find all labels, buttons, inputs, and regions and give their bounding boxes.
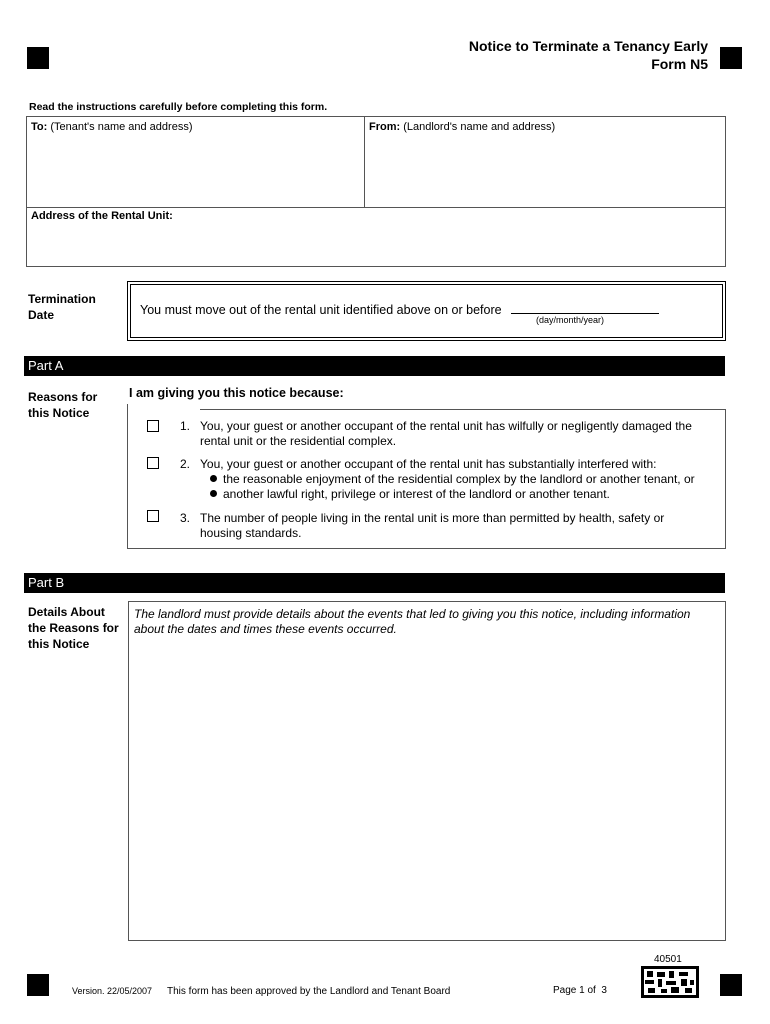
part-b-header: Part B	[24, 573, 725, 593]
reasons-box-bottom	[127, 548, 726, 549]
termination-date-hint: (day/month/year)	[536, 315, 605, 325]
reason-1-number: 1.	[180, 419, 191, 433]
reason-2-sub2: another lawful right, privilege or interest of the landlord or another tenant.	[210, 487, 610, 502]
reason-2	[180, 457, 720, 472]
registration-mark-bottom-right	[720, 974, 742, 996]
reasons-box-right	[725, 409, 726, 549]
from-hint: (Landlord's name and address)	[403, 121, 556, 133]
reason-3-checkbox[interactable]	[147, 510, 159, 522]
termination-date-box	[127, 281, 726, 341]
parties-divider-horizontal	[27, 207, 725, 208]
parties-divider-vertical	[364, 117, 365, 207]
reason-1	[180, 419, 720, 449]
details-instructions: The landlord must provide details about the events that led to giving you this notice, including information about the dates and times these events occurred.	[134, 607, 691, 636]
bullet-icon	[210, 475, 217, 482]
rental-address-field[interactable]	[31, 210, 721, 262]
termination-date-text: You must move out of the rental unit identified above on or before	[140, 303, 502, 317]
page-number	[553, 985, 607, 996]
termination-date-input-line[interactable]	[511, 313, 659, 314]
reasons-box-top	[200, 409, 726, 410]
form-title	[469, 37, 708, 73]
reason-2-sub1: the reasonable enjoyment of the residential complex by the landlord or another tenant, or	[210, 472, 695, 487]
registration-mark-top-right	[720, 47, 742, 69]
parties-box	[26, 116, 726, 267]
form-code: 40501	[654, 954, 682, 965]
reason-1-checkbox[interactable]	[147, 420, 159, 432]
instructions-text: Read the instructions carefully before completing this form.	[29, 101, 328, 113]
registration-mark-bottom-left	[27, 974, 49, 996]
reason-3-number: 3.	[180, 511, 191, 525]
reason-2-line1: You, your guest or another occupant of the rental unit has substantially interfered with:	[200, 457, 657, 471]
form-title-line1: Notice to Terminate a Tenancy Early	[468, 38, 708, 54]
part-a-header: Part A	[24, 356, 725, 376]
details-label: Details About the Reasons for this Notice	[28, 605, 119, 651]
form-number: Form N5	[651, 56, 708, 72]
page-total: 3	[601, 985, 607, 996]
barcode-2d	[641, 966, 699, 998]
termination-date-label: Termination Date	[28, 292, 96, 322]
registration-mark-top-left	[27, 47, 49, 69]
reasons-box-top-tick	[127, 404, 128, 549]
from-field[interactable]	[369, 121, 719, 203]
from-label: From:	[369, 121, 401, 133]
reasons-label: Reasons for this Notice	[28, 390, 98, 420]
reason-2-number: 2.	[180, 457, 191, 471]
reason-1-line2: rental unit or the residential complex.	[200, 434, 397, 448]
bullet-icon	[210, 490, 217, 497]
reason-3-line2: housing standards.	[200, 526, 302, 540]
reasons-intro: I am giving you this notice because:	[129, 386, 344, 400]
page-label: Page 1 of	[553, 985, 596, 996]
to-hint: (Tenant's name and address)	[50, 121, 193, 133]
rental-address-label: Address of the Rental Unit:	[31, 210, 173, 222]
reason-3-line1: The number of people living in the rental unit is more than permitted by health, safety or	[200, 511, 665, 525]
to-field[interactable]	[31, 121, 361, 203]
approval-text: This form has been approved by the Landlord and Tenant Board	[167, 986, 451, 997]
version-text: Version. 22/05/2007	[72, 986, 153, 996]
reason-3	[180, 511, 720, 541]
reason-2-checkbox[interactable]	[147, 457, 159, 469]
to-label: To:	[31, 121, 48, 133]
reason-1-line1: You, your guest or another occupant of the rental unit has wilfully or negligently damaged the	[200, 419, 692, 433]
details-textarea[interactable]	[128, 601, 726, 941]
